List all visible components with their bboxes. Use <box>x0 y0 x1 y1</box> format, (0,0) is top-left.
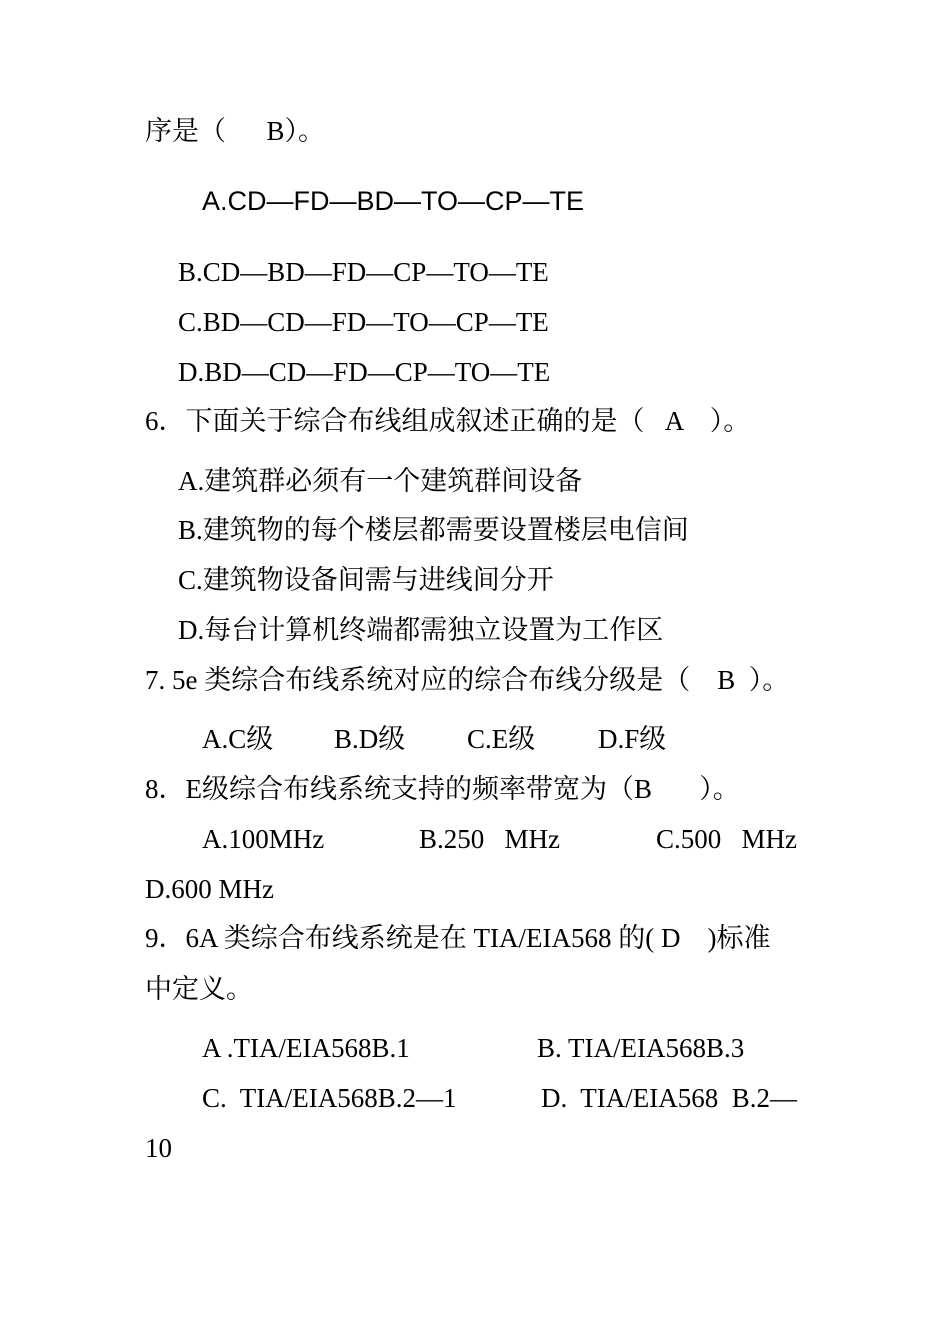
q9-option-b: B. TIA/EIA568B.3 <box>537 1033 745 1063</box>
q5-option-d: D.BD—CD—FD—CP—TO—TE <box>178 357 551 387</box>
q8-option-d: D.600 MHz <box>145 874 274 904</box>
q6-option-b: B.建筑物的每个楼层都需要设置楼层电信间 <box>178 515 689 545</box>
q9-stem-line2: 中定义。 <box>145 974 253 1004</box>
q7-option-d: D.F级 <box>598 724 667 754</box>
q6-option-a: A.建筑群必须有一个建筑群间设备 <box>178 466 583 496</box>
q6-option-d: D.每台计算机终端都需独立设置为工作区 <box>178 615 664 645</box>
q8-option-a: A.100MHz <box>202 824 325 854</box>
q8-option-c: C.500 MHz <box>656 824 797 854</box>
q7-option-c: C.E级 <box>467 724 536 754</box>
q7-option-a: A.C级 <box>202 724 274 754</box>
q6-stem: 6．下面关于综合布线组成叙述正确的是（ A ）。 <box>145 406 751 436</box>
q5-option-b: B.CD—BD—FD—CP—TO—TE <box>178 257 549 287</box>
q9-option-a: A .TIA/EIA568B.1 <box>202 1033 410 1063</box>
q8-option-b: B.250 MHz <box>419 824 560 854</box>
q5-stem-tail: 序是（ B）。 <box>145 116 326 146</box>
q9-option-c: C. TIA/EIA568B.2—1 <box>202 1083 457 1113</box>
q9-option-d-part2: 10 <box>145 1133 172 1163</box>
q6-option-c: C.建筑物设备间需与进线间分开 <box>178 565 554 595</box>
q5-option-a: A.CD—FD—BD—TO—CP—TE <box>202 186 585 216</box>
q9-stem-line1: 9．6A 类综合布线系统是在 TIA/EIA568 的( D )标准 <box>145 923 771 953</box>
q9-option-d-part1: D. TIA/EIA568 B.2— <box>541 1083 797 1113</box>
q7-option-b: B.D级 <box>334 724 406 754</box>
q8-stem: 8．E级综合布线系统支持的频率带宽为（B ）。 <box>145 774 740 804</box>
q5-option-c: C.BD—CD—FD—TO—CP—TE <box>178 307 549 337</box>
q7-stem: 7. 5e 类综合布线系统对应的综合布线分级是（ B ）。 <box>145 665 790 695</box>
